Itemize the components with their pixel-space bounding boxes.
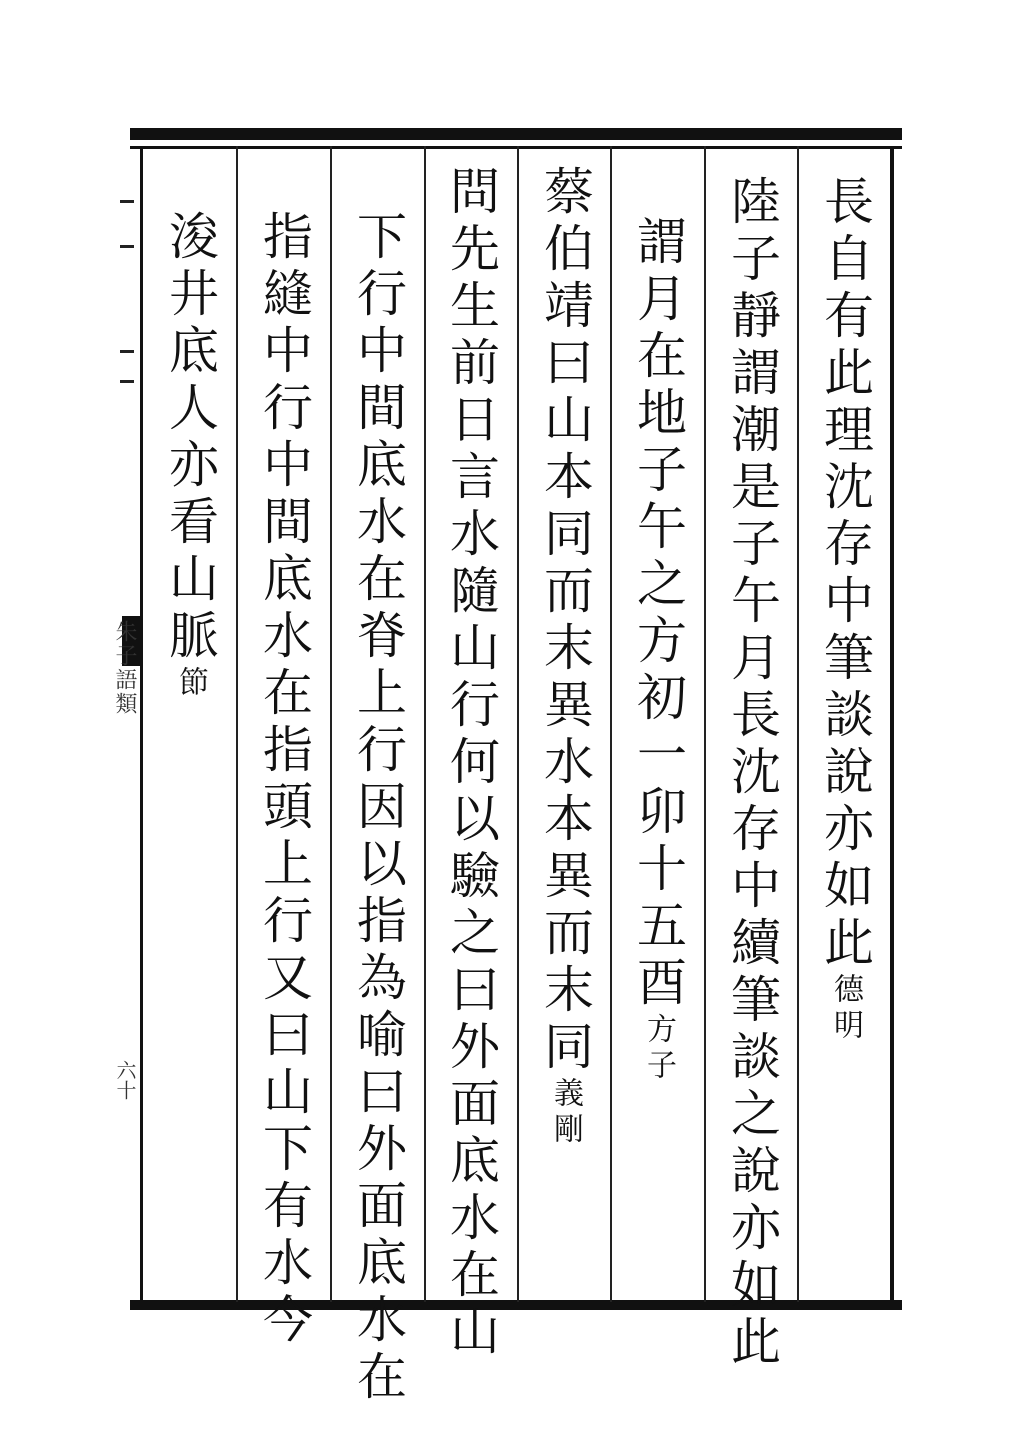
column-divider — [797, 146, 799, 1302]
right-border — [890, 146, 894, 1302]
margin-mark — [120, 200, 134, 203]
column-divider — [424, 146, 426, 1302]
column-divider — [330, 146, 332, 1302]
column-divider — [517, 146, 519, 1302]
margin-strip — [108, 146, 140, 1302]
text-column-6 — [350, 210, 406, 1407]
column-annotation: 方子 — [641, 1013, 676, 1085]
column-annotation: 德明 — [828, 973, 863, 1045]
top-border-thick — [130, 128, 902, 140]
margin-mark — [120, 350, 134, 353]
text-column-8 — [162, 210, 218, 702]
margin-mark — [120, 245, 134, 248]
text-column-3 — [630, 215, 686, 1085]
column-divider — [610, 146, 612, 1302]
column-annotation: 義剛 — [548, 1077, 583, 1149]
text-column-4 — [537, 165, 593, 1149]
column-text: 問先生前日言水隨山行何以驗之曰外面底水在山 — [442, 165, 500, 1362]
margin-page-number: 六十 — [113, 1060, 137, 1100]
text-column-7 — [256, 210, 312, 1350]
column-text: 蔡伯靖曰山本同而末異水本異而末同 — [536, 165, 594, 1077]
column-text: 長自有此理沈存中筆談說亦如此 — [816, 175, 874, 973]
left-border — [140, 146, 143, 1302]
top-border-thin — [130, 146, 902, 149]
margin-mark — [120, 380, 134, 383]
text-column-1 — [817, 175, 873, 1045]
column-divider — [704, 146, 706, 1302]
column-text: 浚井底人亦看山脈 — [161, 210, 219, 666]
column-annotation: 節 — [173, 666, 208, 702]
text-column-2 — [724, 175, 780, 1372]
column-text: 陸子靜謂潮是子午月長沈存中續筆談之說亦如此 — [723, 175, 781, 1372]
column-divider — [236, 146, 238, 1302]
bottom-border — [130, 1300, 902, 1310]
text-column-5 — [443, 165, 499, 1362]
column-text: 謂月在地子午之方初一卯十五酉 — [629, 215, 687, 1013]
margin-title: 朱子語類 — [112, 620, 137, 716]
column-text: 指縫中行中間底水在指頭上行又曰山下有水今 — [255, 210, 313, 1350]
column-text: 下行中間底水在脊上行因以指為喻曰外面底水在 — [349, 210, 407, 1407]
